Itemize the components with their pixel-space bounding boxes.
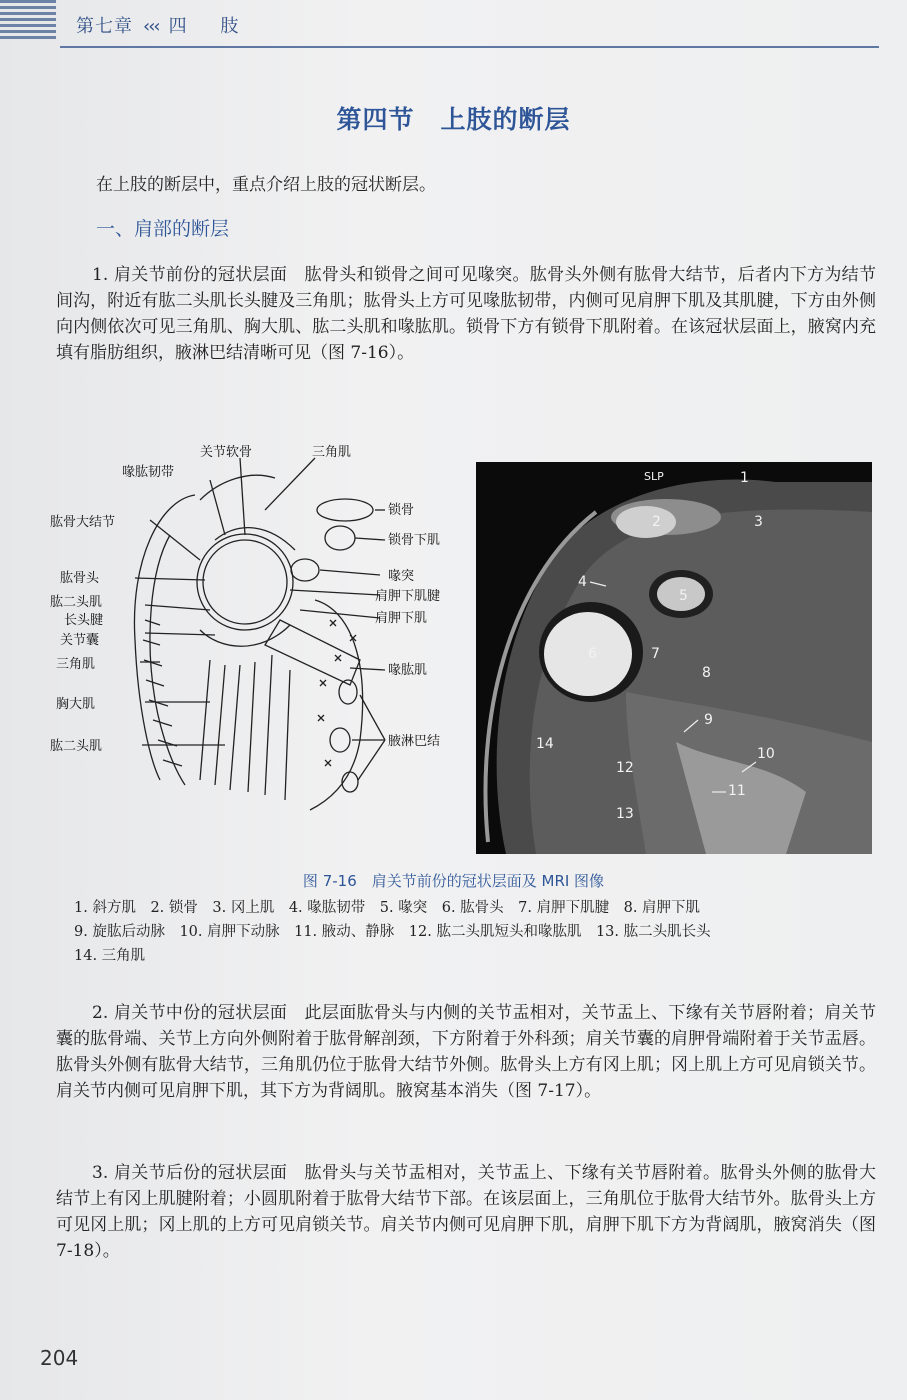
paragraph-1-text: 肱骨头和锁骨之间可见喙突。肱骨头外侧有肱骨大结节，后者内下方为结节间沟，附近有肱二头肌长头腱及三角肌；肱骨头上方可见喙肱韧带，内侧可见肩胛下肌及其肌腱，下方由外侧向内侧依次可见三角肌、胸大肌、肱二头肌和喙肱肌。锁骨下方有锁骨下肌附着。在该冠状层面上，腋窝内充填有脂肪组织，腋淋巴结清晰可见（图 7-16）。 <box>56 265 876 363</box>
page-number: 204 <box>40 1346 79 1370</box>
chapter-label: 第七章 <box>76 16 133 37</box>
mri-num-12: 12 <box>616 760 634 776</box>
paragraph-2 <box>56 1000 876 1104</box>
label-coracoid: 喙突 <box>388 569 415 584</box>
section-title: 第四节 上肢的断层 <box>336 105 571 134</box>
paragraph-3-text: 肱骨头与关节盂相对，关节盂上、下缘有关节唇附着。肱骨头外侧的肱骨大结节上有冈上肌腱附着；小圆肌附着于肱骨大结节下部。在该层面上，三角肌位于肱骨大结节外。肱骨头上方可见冈上肌；冈上肌的上方可见肩锁关节。肩关节内侧可见肩胛下肌，肩胛下肌下方为背阔肌，腋窝消失（图 7-18）。 <box>56 1163 876 1261</box>
label-pectoralis-major: 胸大肌 <box>56 697 96 712</box>
mri-num-5: 5 <box>679 588 688 604</box>
shoulder-diagram <box>50 440 470 860</box>
mri-num-11: 11 <box>728 783 746 799</box>
mri-image <box>476 462 872 854</box>
label-subscapularis: 肩胛下肌 <box>375 611 428 626</box>
label-subclavius: 锁骨下肌 <box>388 533 441 548</box>
mri-num-9: 9 <box>704 712 713 728</box>
mri-num-8: 8 <box>702 665 711 681</box>
mri-num-14: 14 <box>536 736 554 752</box>
mri-num-3: 3 <box>754 514 763 530</box>
label-clavicle: 锁骨 <box>388 503 415 518</box>
legend-line: 9. 旋肱后动脉 10. 肩胛下动脉 11. 腋动、静脉 12. 肱二头肌短头和喙肱肌 13. 肱二头肌长头 <box>74 924 711 940</box>
mri-num-13: 13 <box>616 806 634 822</box>
chevron-separator-icon: ‹‹‹ <box>143 16 159 37</box>
label-humeral-head: 肱骨头 <box>60 571 100 586</box>
legend-line: 14. 三角肌 <box>74 948 146 964</box>
label-biceps-long-2: 长头腱 <box>64 613 104 628</box>
part-label: 四 肢 <box>168 16 253 37</box>
mri-num-2: 2 <box>652 514 661 530</box>
mri-num-4: 4 <box>578 574 587 590</box>
paragraph-1-lead: 1. 肩关节前份的冠状层面 <box>92 265 288 285</box>
label-greater-tubercle: 肱骨大结节 <box>50 515 116 530</box>
running-header <box>76 12 252 38</box>
label-axillary-nodes: 腋淋巴结 <box>388 734 441 749</box>
label-capsule: 关节囊 <box>60 633 100 648</box>
mri-num-10: 10 <box>757 746 775 762</box>
figure-caption: 图 7-16 肩关节前份的冠状层面及 MRI 图像 <box>302 872 605 890</box>
mri-num-1: 1 <box>740 470 749 486</box>
legend-line: 1. 斜方肌 2. 锁骨 3. 冈上肌 4. 喙肱韧带 5. 喙突 6. 肱骨头 7. 肩胛下肌腱 8. 肩胛下肌 <box>74 900 701 916</box>
header-stripes <box>0 0 56 46</box>
paragraph-2-text: 此层面肱骨头与内侧的关节盂相对，关节盂上、下缘有关节唇附着；肩关节囊的肱骨端、关节上方向外侧附着于肱骨解剖颈，下方附着于外科颈；肩关节囊的肩胛骨端附着于关节盂唇。肱骨头外侧有肱骨大结节，三角肌仍位于肱骨大结节外侧。肱骨头上方有冈上肌；冈上肌上方可见肩锁关节。肩关节内侧可见肩胛下肌，其下方为背阔肌。腋窝基本消失（图 7-17）。 <box>56 1003 876 1101</box>
label-coracobrachialis: 喙肱肌 <box>388 663 428 678</box>
label-joint-cartilage: 关节软骨 <box>200 445 253 460</box>
paragraph-2-lead: 2. 肩关节中份的冠状层面 <box>92 1003 288 1023</box>
label-deltoid-top: 三角肌 <box>312 445 352 460</box>
paragraph-3-lead: 3. 肩关节后份的冠状层面 <box>92 1163 288 1183</box>
mri-tag: SLP <box>644 470 664 483</box>
label-coracohumeral-ligament: 喙肱韧带 <box>122 465 175 480</box>
paragraph-1 <box>56 262 876 366</box>
label-deltoid-left: 三角肌 <box>56 657 96 672</box>
mri-num-6: 6 <box>588 646 597 662</box>
paragraph-3 <box>56 1160 876 1264</box>
intro-paragraph: 在上肢的断层中，重点介绍上肢的冠状断层。 <box>96 175 436 195</box>
subheading: 一、肩部的断层 <box>96 218 230 240</box>
label-subscapularis-tendon: 肩胛下肌腱 <box>375 589 441 604</box>
header-rule <box>60 46 879 48</box>
label-biceps: 肱二头肌 <box>50 739 103 754</box>
label-biceps-long-1: 肱二头肌 <box>50 595 103 610</box>
mri-num-7: 7 <box>651 646 660 662</box>
figure-legend <box>74 896 874 968</box>
